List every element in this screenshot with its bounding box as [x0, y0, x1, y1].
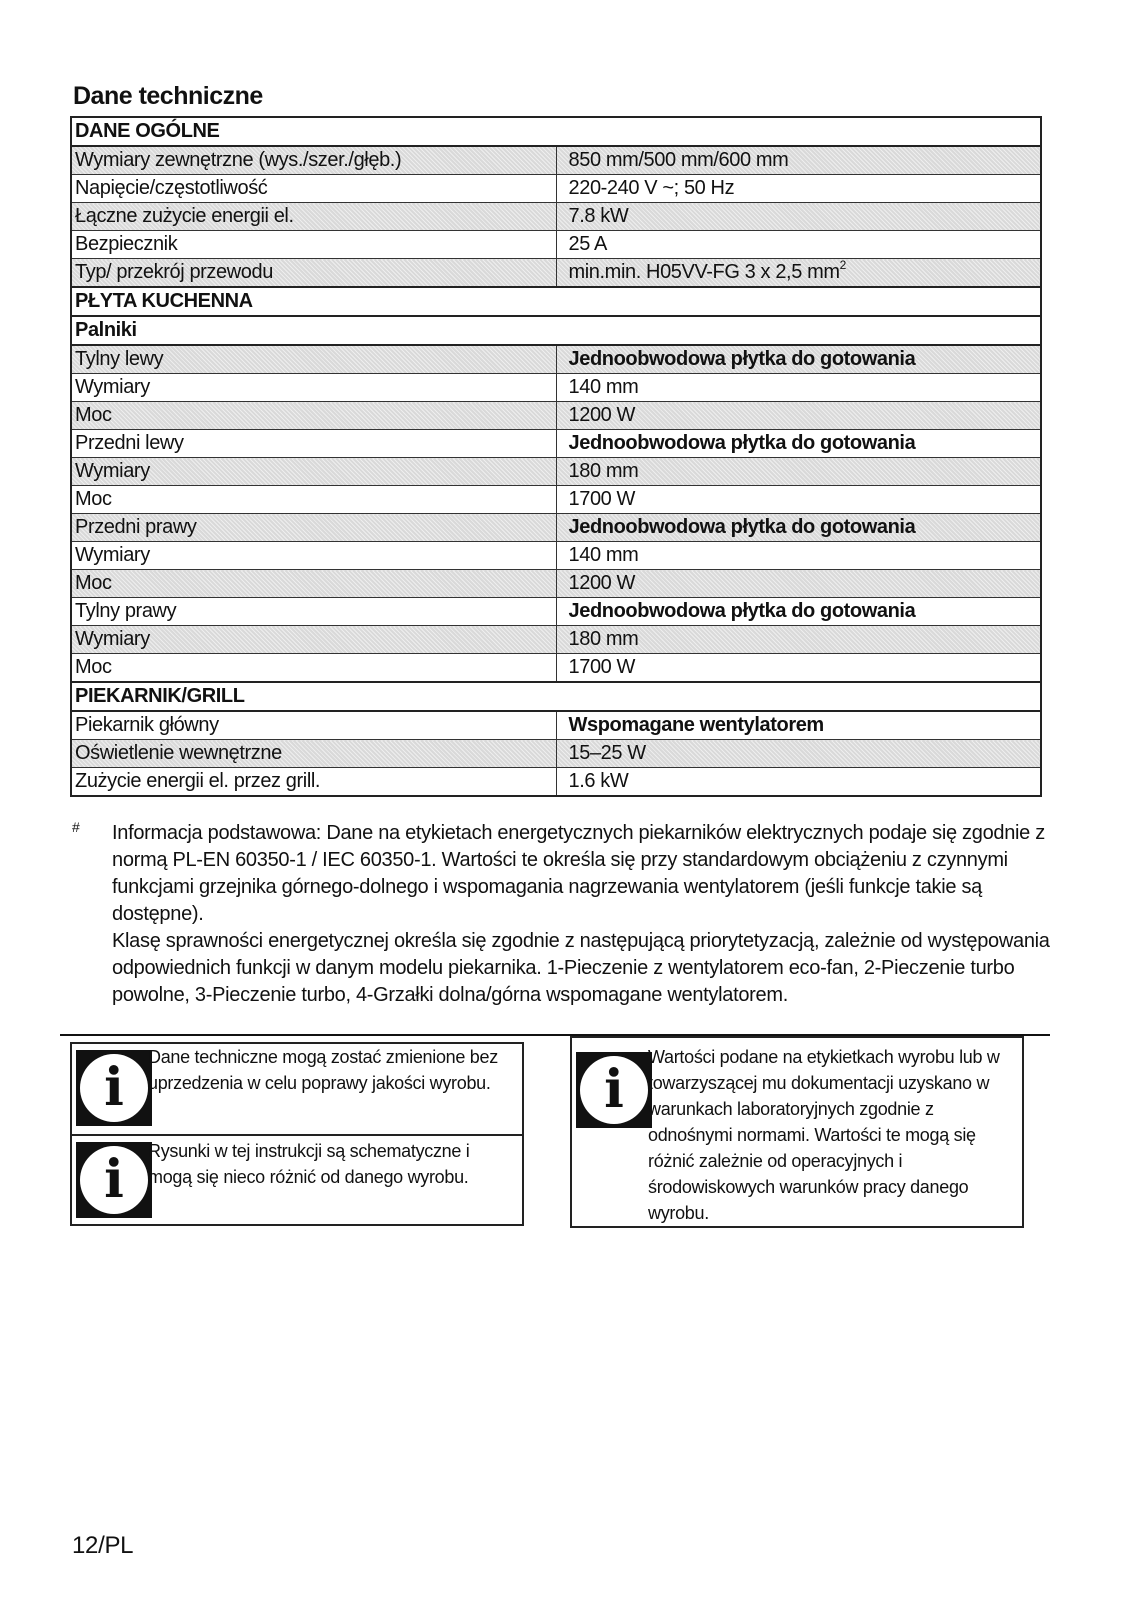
row-value-text: Jednoobwodowa płytka do gotowania	[568, 516, 916, 538]
row-value	[556, 259, 1041, 288]
row-value-text: 140 mm	[568, 544, 639, 566]
section-header: PŁYTA KUCHENNA	[71, 287, 1041, 316]
row-value	[556, 402, 1041, 430]
table-row	[71, 458, 1041, 486]
table-row	[71, 203, 1041, 231]
row-label: Przedni lewy	[71, 430, 556, 458]
row-label: Piekarnik główny	[71, 711, 556, 740]
row-value	[556, 458, 1041, 486]
notice-box-right	[570, 1036, 1024, 1228]
table-row	[71, 740, 1041, 768]
table-row	[71, 514, 1041, 542]
row-value	[556, 203, 1041, 231]
section-oven	[71, 682, 1041, 711]
section-general	[71, 117, 1041, 146]
row-value-text: min.min. H05VV-FG 3 x 2,5 mm	[568, 261, 840, 283]
footnote-mark: #	[72, 819, 80, 835]
footnote-paragraph-2: Klasę sprawności energetycznej określa się zgodnie z następującą priorytetyzacją, zależnie od występowania odpowiednich funkcji w danym modelu piekarnika. 1-Pieczenie z wentylatorem eco-fan, 2-Pieczenie turbo powolne, 3-Pieczenie turbo, 4-Grzałki dolna/górna wspomagane wentylatorem.	[112, 930, 1050, 1006]
row-value-text: 25 A	[568, 233, 607, 255]
table-row	[71, 374, 1041, 402]
row-value	[556, 740, 1041, 768]
row-label: Bezpiecznik	[71, 231, 556, 259]
technical-data-table	[70, 116, 1042, 797]
row-label: Zużycie energii el. przez grill.	[71, 768, 556, 797]
row-value-text: Jednoobwodowa płytka do gotowania	[568, 348, 916, 370]
row-label: Moc	[71, 570, 556, 598]
page-number: 12/PL	[72, 1532, 134, 1559]
row-value-text: 220-240 V ~; 50 Hz	[568, 177, 735, 199]
row-value-text: Jednoobwodowa płytka do gotowania	[568, 600, 916, 622]
section-header: DANE OGÓLNE	[71, 117, 1041, 146]
superscript: 2	[839, 258, 846, 272]
row-value	[556, 345, 1041, 374]
row-value	[556, 570, 1041, 598]
row-value-text: 1.6 kW	[568, 770, 629, 792]
row-value-text: 1700 W	[568, 656, 636, 678]
row-label: Oświetlenie wewnętrzne	[71, 740, 556, 768]
notice-item	[72, 1136, 522, 1224]
row-value	[556, 146, 1041, 175]
row-value	[556, 231, 1041, 259]
table-row	[71, 402, 1041, 430]
section-header: PIEKARNIK/GRILL	[71, 682, 1041, 711]
row-label: Wymiary zewnętrzne (wys./szer./głęb.)	[71, 146, 556, 175]
row-value-text: 180 mm	[568, 628, 639, 650]
row-label: Moc	[71, 486, 556, 514]
table-row	[71, 259, 1041, 288]
row-value	[556, 626, 1041, 654]
table-row	[71, 486, 1041, 514]
row-value	[556, 598, 1041, 626]
subsection-header: Palniki	[71, 316, 1041, 345]
row-label: Moc	[71, 402, 556, 430]
row-value	[556, 175, 1041, 203]
row-value	[556, 542, 1041, 570]
page-title: Dane techniczne	[73, 82, 263, 110]
info-icon: i	[576, 1052, 652, 1128]
row-value-text: 15–25 W	[568, 742, 646, 764]
row-value-text: 140 mm	[568, 376, 639, 398]
notice-text: Rysunki w tej instrukcji są schematyczne i mogą się nieco różnić od danego wyrobu.	[148, 1141, 470, 1187]
table-row	[71, 626, 1041, 654]
row-label: Łączne zużycie energii el.	[71, 203, 556, 231]
subsection-burners	[71, 316, 1041, 345]
footnote-paragraph-1: Informacja podstawowa: Dane na etykietach energetycznych piekarników elektrycznych podaje się zgodnie z normą PL-EN 60350-1 / IEC 60350-1. Wartości te określa się przy standardowym obciążeniu z czynnymi funkcjami grzejnika górnego-dolnego i wspomagania nagrzewania wentylatorem (jeśli funkcje takie są dostępne).	[112, 822, 1045, 925]
row-label: Przedni prawy	[71, 514, 556, 542]
table-row	[71, 430, 1041, 458]
table-row	[71, 654, 1041, 683]
row-value-text: 850 mm/500 mm/600 mm	[568, 149, 789, 171]
row-value	[556, 654, 1041, 683]
table-row	[71, 175, 1041, 203]
row-value	[556, 768, 1041, 797]
table-row	[71, 231, 1041, 259]
table-row	[71, 146, 1041, 175]
row-label: Wymiary	[71, 458, 556, 486]
row-value-text: 1700 W	[568, 488, 636, 510]
table-row	[71, 542, 1041, 570]
row-value	[556, 430, 1041, 458]
table-row	[71, 598, 1041, 626]
row-value-text: 180 mm	[568, 460, 639, 482]
row-label: Wymiary	[71, 626, 556, 654]
notice-box-left	[70, 1042, 524, 1226]
table-row	[71, 768, 1041, 797]
row-label: Typ/ przekrój przewodu	[71, 259, 556, 288]
row-label: Napięcie/częstotliwość	[71, 175, 556, 203]
table-row	[71, 345, 1041, 374]
row-value-text: 1200 W	[568, 404, 636, 426]
notice-item	[72, 1044, 522, 1136]
notice-text: Wartości podane na etykietkach wyrobu lub w towarzyszącej mu dokumentacji uzyskano w warunkach laboratoryjnych zgodnie z odnośnymi normami. Wartości te mogą się różnić zależnie od operacyjnych i środowiskowych warunków pracy danego wyrobu.	[648, 1047, 1000, 1223]
table-row	[71, 711, 1041, 740]
row-value-text: Jednoobwodowa płytka do gotowania	[568, 432, 916, 454]
info-icon: i	[76, 1050, 152, 1126]
row-value	[556, 486, 1041, 514]
row-label: Tylny prawy	[71, 598, 556, 626]
row-value	[556, 711, 1041, 740]
row-value-text: 1200 W	[568, 572, 636, 594]
footnote	[70, 820, 1050, 1009]
section-hob	[71, 287, 1041, 316]
notice-text: Dane techniczne mogą zostać zmienione bez uprzedzenia w celu poprawy jakości wyrobu.	[148, 1047, 498, 1093]
info-icon: i	[76, 1142, 152, 1218]
row-label: Moc	[71, 654, 556, 683]
row-value	[556, 514, 1041, 542]
row-label: Tylny lewy	[71, 345, 556, 374]
row-value-text: 7.8 kW	[568, 205, 629, 227]
row-label: Wymiary	[71, 542, 556, 570]
row-value	[556, 374, 1041, 402]
row-label: Wymiary	[71, 374, 556, 402]
table-row	[71, 570, 1041, 598]
row-value-text: Wspomagane wentylatorem	[568, 714, 824, 736]
